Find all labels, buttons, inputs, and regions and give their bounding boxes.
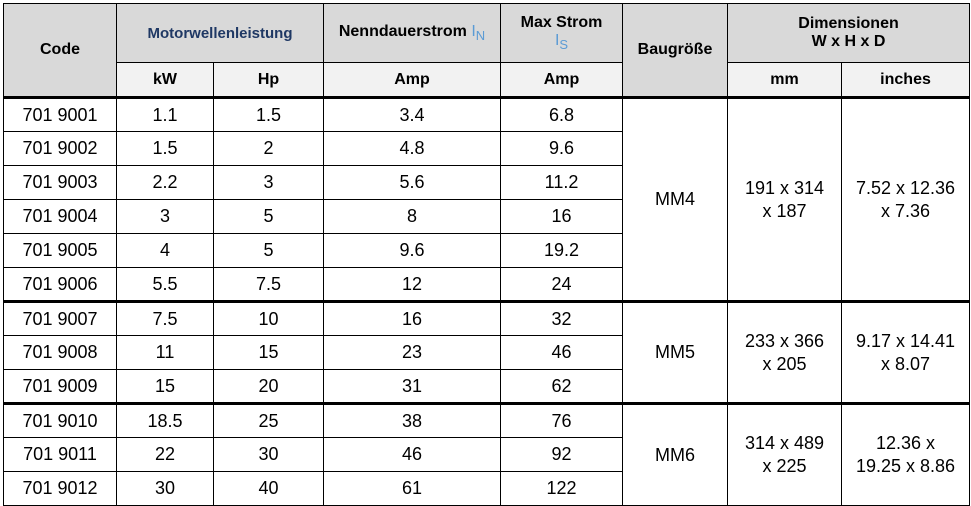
- cell-nominal-current: 38: [324, 404, 501, 438]
- cell-code: 701 9012: [4, 472, 117, 506]
- cell-max-current: 11.2: [501, 166, 623, 200]
- table-row: [4, 404, 970, 438]
- unit-mm: mm: [728, 63, 842, 98]
- cell-max-current: 19.2: [501, 234, 623, 268]
- cell-code: 701 9011: [4, 438, 117, 472]
- cell-hp: 2: [214, 132, 324, 166]
- cell-hp: 5: [214, 200, 324, 234]
- cell-hp: 3: [214, 166, 324, 200]
- header-dimensions: Dimensionen W x H x D: [728, 4, 970, 63]
- cell-kw: 15: [117, 370, 214, 404]
- header-code: Code: [4, 4, 117, 98]
- unit-amp-max: Amp: [501, 63, 623, 98]
- cell-max-current: 46: [501, 336, 623, 370]
- header-max-current-symbol: $I_S$: [554, 31, 569, 53]
- header-max-current: [501, 4, 623, 63]
- cell-code: 701 9002: [4, 132, 117, 166]
- cell-kw: 1.5: [117, 132, 214, 166]
- cell-max-current: 32: [501, 302, 623, 336]
- cell-nominal-current: 46: [324, 438, 501, 472]
- cell-hp: 25: [214, 404, 324, 438]
- cell-kw: 1.1: [117, 98, 214, 132]
- header-nominal-current-label: Nenndauerstrom: [338, 22, 467, 40]
- cell-kw: 3: [117, 200, 214, 234]
- cell-max-current: 92: [501, 438, 623, 472]
- cell-hp: 1.5: [214, 98, 324, 132]
- cell-dim-inches: 7.52 x 12.36 x 7.36: [842, 98, 970, 302]
- header-motor-power: Motorwellenleistung: [117, 4, 324, 63]
- cell-nominal-current: 23: [324, 336, 501, 370]
- cell-hp: 15: [214, 336, 324, 370]
- cell-nominal-current: 12: [324, 268, 501, 302]
- cell-frame-size: MM4: [623, 98, 728, 302]
- cell-dim-mm: 314 x 489 x 225: [728, 404, 842, 506]
- unit-kw: kW: [117, 63, 214, 98]
- cell-hp: 7.5: [214, 268, 324, 302]
- cell-kw: 4: [117, 234, 214, 268]
- cell-kw: 30: [117, 472, 214, 506]
- cell-nominal-current: 5.6: [324, 166, 501, 200]
- cell-code: 701 9003: [4, 166, 117, 200]
- cell-max-current: 6.8: [501, 98, 623, 132]
- cell-frame-size: MM5: [623, 302, 728, 404]
- table-row: [4, 302, 970, 336]
- cell-max-current: 24: [501, 268, 623, 302]
- cell-code: 701 9006: [4, 268, 117, 302]
- cell-nominal-current: 61: [324, 472, 501, 506]
- cell-max-current: 62: [501, 370, 623, 404]
- header-max-current-label: Max Strom: [520, 13, 603, 31]
- cell-max-current: 76: [501, 404, 623, 438]
- cell-kw: 2.2: [117, 166, 214, 200]
- table-row: [4, 98, 970, 132]
- cell-nominal-current: 4.8: [324, 132, 501, 166]
- cell-kw: 18.5: [117, 404, 214, 438]
- cell-dim-mm: 233 x 366 x 205: [728, 302, 842, 404]
- cell-kw: 5.5: [117, 268, 214, 302]
- cell-kw: 11: [117, 336, 214, 370]
- table-body: [4, 98, 970, 506]
- cell-hp: 5: [214, 234, 324, 268]
- cell-max-current: 9.6: [501, 132, 623, 166]
- cell-code: 701 9004: [4, 200, 117, 234]
- cell-max-current: 16: [501, 200, 623, 234]
- cell-nominal-current: 3.4: [324, 98, 501, 132]
- cell-code: 701 9007: [4, 302, 117, 336]
- cell-code: 701 9008: [4, 336, 117, 370]
- spec-table: [3, 3, 970, 506]
- cell-code: 701 9005: [4, 234, 117, 268]
- unit-inches: inches: [842, 63, 970, 98]
- cell-dim-inches: 9.17 x 14.41 x 8.07: [842, 302, 970, 404]
- cell-dim-inches: 12.36 x 19.25 x 8.86: [842, 404, 970, 506]
- header-nominal-current-symbol: $I_N$: [471, 22, 486, 44]
- cell-hp: 40: [214, 472, 324, 506]
- cell-nominal-current: 16: [324, 302, 501, 336]
- header-frame-size: Baugröße: [623, 4, 728, 98]
- header-nominal-current: [324, 4, 501, 63]
- cell-hp: 30: [214, 438, 324, 472]
- cell-hp: 10: [214, 302, 324, 336]
- cell-code: 701 9009: [4, 370, 117, 404]
- cell-nominal-current: 9.6: [324, 234, 501, 268]
- cell-nominal-current: 8: [324, 200, 501, 234]
- unit-hp: Hp: [214, 63, 324, 98]
- cell-max-current: 122: [501, 472, 623, 506]
- cell-hp: 20: [214, 370, 324, 404]
- cell-dim-mm: 191 x 314 x 187: [728, 98, 842, 302]
- cell-kw: 7.5: [117, 302, 214, 336]
- cell-code: 701 9010: [4, 404, 117, 438]
- cell-nominal-current: 31: [324, 370, 501, 404]
- unit-amp-nominal: Amp: [324, 63, 501, 98]
- cell-kw: 22: [117, 438, 214, 472]
- cell-code: 701 9001: [4, 98, 117, 132]
- cell-frame-size: MM6: [623, 404, 728, 506]
